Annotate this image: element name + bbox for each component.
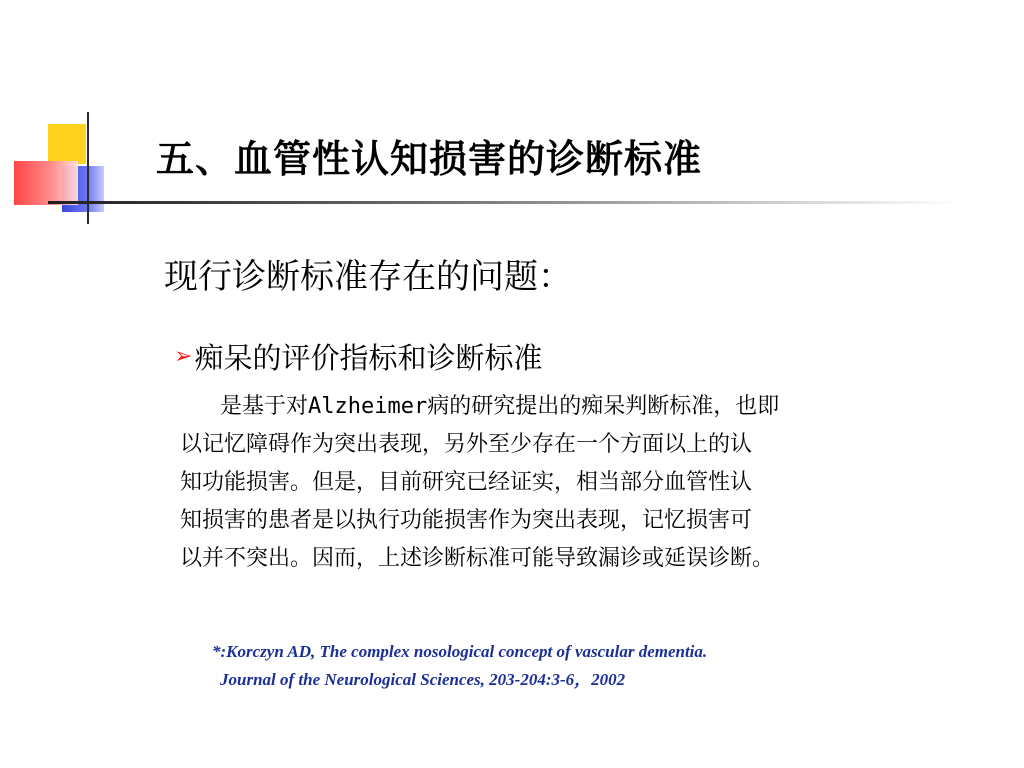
reference-citation [212,638,707,694]
slide-subtitle: 现行诊断标准存在的问题： [164,257,572,297]
reference-line: Journal of the Neurological Sciences, 203-204:3-6，2002 [220,670,626,689]
title-underline [48,201,960,204]
bullet-item [174,336,542,377]
red-square-decoration [14,161,78,205]
body-line: 以记忆障碍作为突出表现，另外至少存在一个方面以上的认 [180,432,753,457]
body-line: 以并不突出。因而，上述诊断标准可能导致漏诊或延误诊断。 [180,546,775,571]
yellow-square-decoration [48,124,86,164]
slide-title: 五、血管性认知损害的诊断标准 [156,137,703,181]
vertical-divider [87,112,89,224]
body-line: 知功能损害。但是，目前研究已经证实，相当部分血管性认 [180,470,753,495]
body-line: 是基于对Alzheimer病的研究提出的痴呆判断标准，也即 [220,394,780,419]
reference-line: *:Korczyn AD, The complex nosological concept of vascular dementia. [212,642,708,661]
body-paragraph [180,388,880,578]
arrow-bullet-icon: ➢ [174,344,193,369]
bullet-text: 痴呆的评价指标和诊断标准 [194,341,543,375]
body-line: 知损害的患者是以执行功能损害作为突出表现，记忆损害可 [180,508,753,533]
